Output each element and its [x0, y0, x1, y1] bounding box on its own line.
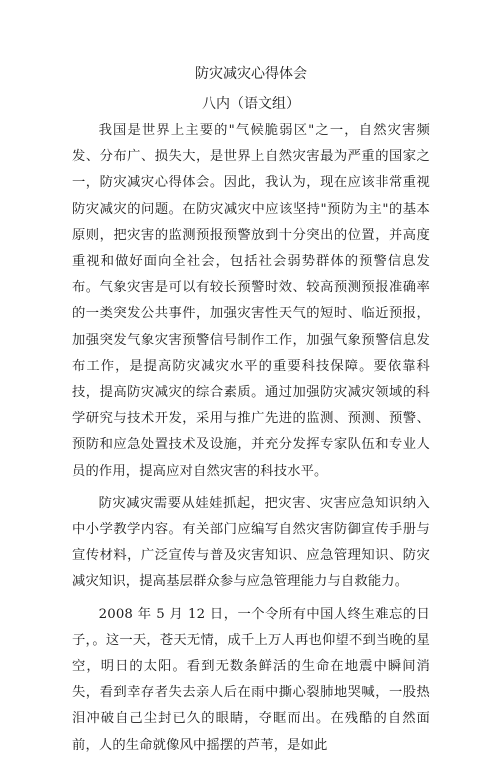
paragraph-3: 2008 年 5 月 12 日，一个令所有中国人终生难忘的日子，。这一天，苍天无情，成千上万人再也仰望不到当晚的星空，明日的太阳。看到无数条鲜活的生命在地震中瞬间消失，看到幸存者失去亲人后在雨中撕心裂肺地哭喊，一股热泪冲破自己尘封已久的眼睛，夺眶而出。在残酷的自然面前，人的生命就像风中摇摆的芦苇，是如此: [72, 606, 430, 753]
paragraph-1: 我国是世界上主要的"气候脆弱区"之一，自然灾害频发、分布广、损失大，是世界上自然灾害最为严重的国家之一，防灾减灾心得体会。因此，我认为，现在应该非常重视防灾减灾的问题。在防灾减灾中应该坚持"预防为主"的基本原则，把灾害的监测预报预警放到十分突出的位置，并高度重视和做好面向全社会，包括社会弱势群体的预警信息发布。气象灾害是可以有较长预警时效、较高预测预报准确率的一类突发公共事件，加强灾害性天气的短时、临近预报，加强突发气象灾害预警信号制作工作，加强气象预警信息发布工作，是提高防灾减灾水平的重要科技保障。要依靠科技，提高防灾减灾的综合素质。通过加强防灾减灾领域的科学研究与技术开发，采用与推广先进的监测、预测、预警、预防和应急处置技术及设施，并充分发挥专家队伍和专业人员的作用，提高应对自然灾害的科技水平。: [72, 123, 430, 479]
document-body: [72, 64, 430, 765]
document-subtitle: 八内（语文组）: [202, 96, 300, 112]
document-title: 防灾减灾心得体会: [195, 66, 307, 82]
paragraph-2: 防灾减灾需要从娃娃抓起，把灾害、灾害应急知识纳入中小学教学内容。有关部门应编写自然灾害防御宣传手册与宣传材料，广泛宣传与普及灾害知识、应急管理知识、防灾减灾知识，提高基层群众参与应急管理能力与自救能力。: [72, 495, 430, 590]
